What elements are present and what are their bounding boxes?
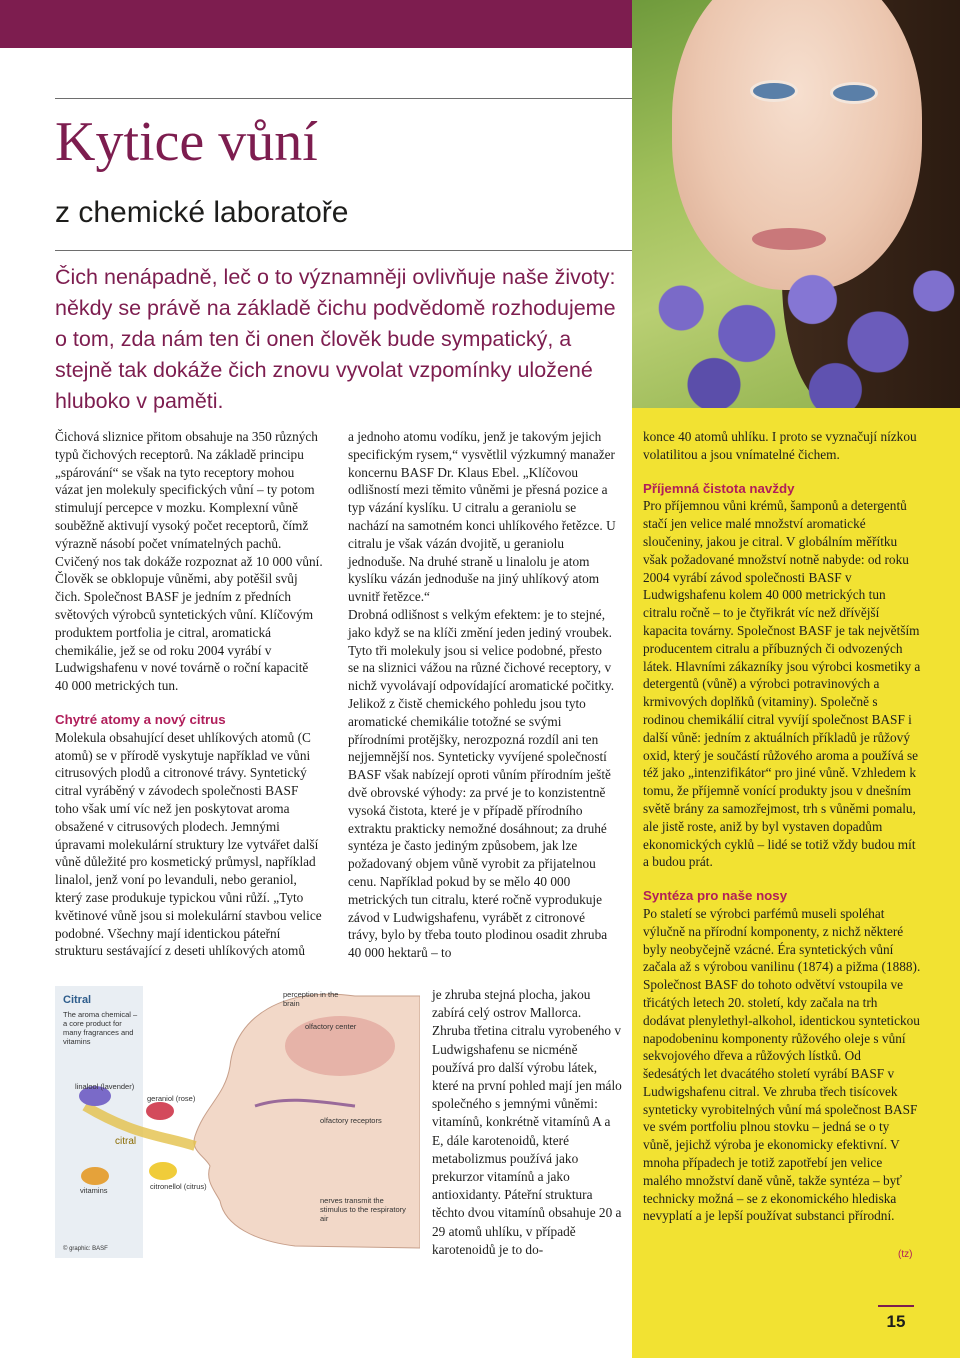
photo-eye-left (750, 80, 798, 102)
column2-paragraph-2: Drobná odlišnost s velkým efektem: je to stejné, jako když se na klíči změní jeden jediný vroubek. Tyto tři molekuly jsou si velice podobné, přesto se na sliznici vážou na různé čichové receptory, v nichž vyvolávají odpovídající aromatické počitky. Jelikož z čistě chemického pohledu jsou tyto aromatické chemikálie totožné se svými přírodními protějšky, nerozpozná rozdíl ani ten nejjemnější nos. Synteticky vyvíjené společností BASF však nabízejí oproti vůním přírodním ještě dvě obrovské výhody: za prvé je to konzistentně vysoká čistota, které je v případě přírodního extraktu prakticky nemožné dosáhnout; za druhé syntéza je často jediným způsobem, jak lze požadovaný objem vůně vyrobit za přijatelnou cenu. Například pokud by se mělo 40 000 metrických tun citralu, které ročně vyprodukuje závod v Ludwigshafenu, vyrábět z citronové trávy, bylo by třeba touto plodinou osadit zhruba 40 000 hektarů – to (348, 606, 615, 961)
title-rule-top (55, 98, 632, 99)
column1-heading: Chytré atomy a nový citrus (55, 711, 226, 727)
label-geraniol: geraniol (rose) (147, 1094, 196, 1103)
label-olfactory-center: olfactory center (305, 1022, 357, 1031)
label-citronellol: citronellol (citrus) (150, 1182, 207, 1191)
label-nerves: nerves transmit the stimulus to the respiratory air (320, 1196, 406, 1223)
olfaction-diagram (55, 986, 420, 1258)
diagram-caption: The aroma chemical – a core product for many fragrances and vitamins (63, 1010, 138, 1046)
label-linalool: linalool (lavender) (75, 1082, 135, 1091)
column1-paragraph-2: Molekula obsahující deset uhlíkových atomů (C atomů) se v přírodě vyskytuje například ve vůni citrusových plodů a citronové trávy. Syntetický citral vyráběný v závodech společnosti BASF toho však umí víc než jen poskytovat aroma obsažené v citrusových plodech. Jemnými úpravami molekulární struktury lze vytvářet další vůně důležité pro kosmetický průmysl, například linalol, jenž voní po levanduli, nebo geraniol, který zase produkuje typickou vůni růží. „Tyto květinové vůně jsou si molekulární stavbou velice podobné. Všechny mají identickou páteřní strukturu sestávající z deseti uhlíkových atomů (55, 729, 322, 959)
column3-paragraph-3: Po staletí se výrobci parfémů museli spoléhat výlučně na přírodní komponenty, z nichž některé byly neobyčejně vzácné. Éra syntetických vůní začala až s výrobou vanilinu (1874) a pižma (1888). Společnost BASF do tohoto odvětví vstoupila ve třicátých letech 20. století, kdy začala na trh dodávat plenylethyl-alkohol, identickou syntetickou napodobeninu komponenty růžového oleje s vůní sekvojového dřeva a růžových lístků. Od šedesátých let dvacátého století vyrábí BASF v Ludwigshafenu citral. Ve zhruba třech tisícovek synteticky vyrobitelných vůní má společnost BASF ve svém portfoliu plnou stovku – jedná se o ty vůně, jejichž výroba je ekonomicky efektivní. V mnoha případech je totiž zapotřebí jen velice malého množství daně vůně, takže syntéza – byť technicky možná – se z ekonomického hlediska nevyplatí a je lepší používat substanci přírodní. (643, 905, 921, 1224)
article-title: Kytice vůní (55, 111, 318, 173)
column3-heading-2: Syntéza pro naše nosy (643, 888, 788, 904)
vitamins-molecule (81, 1167, 109, 1185)
column3-heading-1: Příjemná čistota navždy (643, 480, 795, 496)
header-color-bar (0, 0, 632, 48)
column2-paragraph-1: a jednoho atomu vodíku, jenž je takovým jejich specifickým rysem,“ vysvětlil výzkumný manažer koncernu BASF Dr. Klaus Ebel. „Klíčovou odlišností mezi těmito vůněmi je přesná pozice a typ vázání kyslíku. U citralu a geraniolu se nachází na samotném konci uhlíkového řetězce. U citralu je však vázán dvojitě, u geraniolu jednoduše. Na druhé straně u linalolu je atom kyslíku vázán jednoduše na jiný uhlíkový atom uvnitř řetězce.“ (348, 429, 616, 605)
column1-paragraph-1: Čichová sliznice přitom obsahuje na 350 různých typů čichových receptorů. Na základě principu „spárování“ se však na tyto receptory mohou vázat jen molekuly specifických vůní – ty potom stimulují percepce v mozku. Komplexní vůně souběžně aktivují vysoký počet receptorů, čímž výrazně násobí počet vnímatelných pachů. Cvičený nos tak dokáže rozpoznat až 10 000 vůní. Člověk se obklopuje vůněmi, aby potěšil svůj čich. Společnost BASF je jedním z předních světových výrobců syntetických vůní. Klíčovým produktem portfolia je citral, aromatická chemikálie, jež se od roku 2004 vyrábí v Ludwigshafenu v nové továrně o roční kapacitě 40 000 metrických tun. (55, 429, 323, 694)
author-signature: (tz) (898, 1249, 913, 1260)
column3-paragraph-1: konce 40 atomů uhlíku. I proto se vyznačují nízkou volatilitou a jsou vnímatelné čichem. (643, 429, 917, 462)
page-number-rule (878, 1305, 914, 1307)
lavender-flowers (632, 240, 960, 408)
photo-eye-right (830, 82, 878, 104)
column3-paragraph-2: Pro příjemnou vůni krémů, šamponů a detergentů stačí jen velice malé množství aromatické sloučeniny, jakou je citral. V globálním měřítku však požadované množství notně nabyde: od roku 2004 vyrábí závod společnosti BASF v Ludwigshafenu kolem 40 000 metrických tun citralu ročně – to je čtyřikrát víc než dřívější kapacita továrny. Společnost BASF je tak největším producentem citralu a příbuzných či odvozených látek. Hlavními zákazníky jsou výrobci kosmetiky a detergentů (vůně) a výrobci potravinových a krmivových doplňků (vitaminy). Společně s rodinou chemikálií citral vyvíjí společnost BASF i další vůně: jedním z aktuálních příkladů je růžový oxid, který je součástí růžového aroma a používá se též jako „intenzifikátor“ pro jiné vůně. Vzhledem k tomu, že příjemně vonící produkty jsou v dnešním světě brány za samozřejmost, trh s vůněmi pomalu, ale jistě roste, aniž by byl vystaven dopadům ekonomických cyklů – lidé se totiž vždy budou mít a budou prát. (643, 498, 921, 870)
column2-paragraph-3: je zhruba stejná plocha, jakou zabírá celý ostrov Mallorca. Zhruba třetina citralu vyrobeného v Ludwigshafenu se nicméně používá pro další výrobu látek, které na první pohled mají jen málo společného s jemnými vůněmi: vitamínů, konkrétně vitamínů A a E, dále karotenoidů, které metabolizmus používá jako prekurzor vitamínů a jako antioxidanty. Páteřní struktura těchto dvou vitamínů obsahuje 20 a 29 atomů uhlíku, v případě karotenoidů je to do- (432, 987, 622, 1257)
text-column-2 (348, 428, 616, 962)
diagram-title: Citral (63, 994, 92, 1006)
article-subtitle: z chemické laboratoře (55, 196, 349, 229)
label-receptors: olfactory receptors (320, 1116, 382, 1125)
diagram-credit: © graphic: BASF (63, 1246, 108, 1252)
label-vitamins: vitamins (80, 1186, 108, 1195)
citronellol-molecule (149, 1162, 177, 1180)
page-number: 15 (886, 1312, 906, 1331)
text-column-3 (643, 428, 921, 1225)
article-lead: Čich nenápadně, leč o to významněji ovlivňuje naše životy: někdy se právě na základě čichu podvědomě rozhodujeme o tom, zda nám ten či onen člověk bude sympatický, a stejně tak dokáže čich znovu vyvolat vzpomínky uložené hluboko v paměti. (55, 265, 616, 413)
portrait-photo (632, 0, 960, 408)
geraniol-molecule (146, 1102, 174, 1120)
label-perception: perception in the brain (283, 990, 339, 1008)
label-citral: citral (115, 1136, 137, 1147)
text-column-1 (55, 428, 323, 960)
title-rule-bottom (55, 250, 632, 251)
